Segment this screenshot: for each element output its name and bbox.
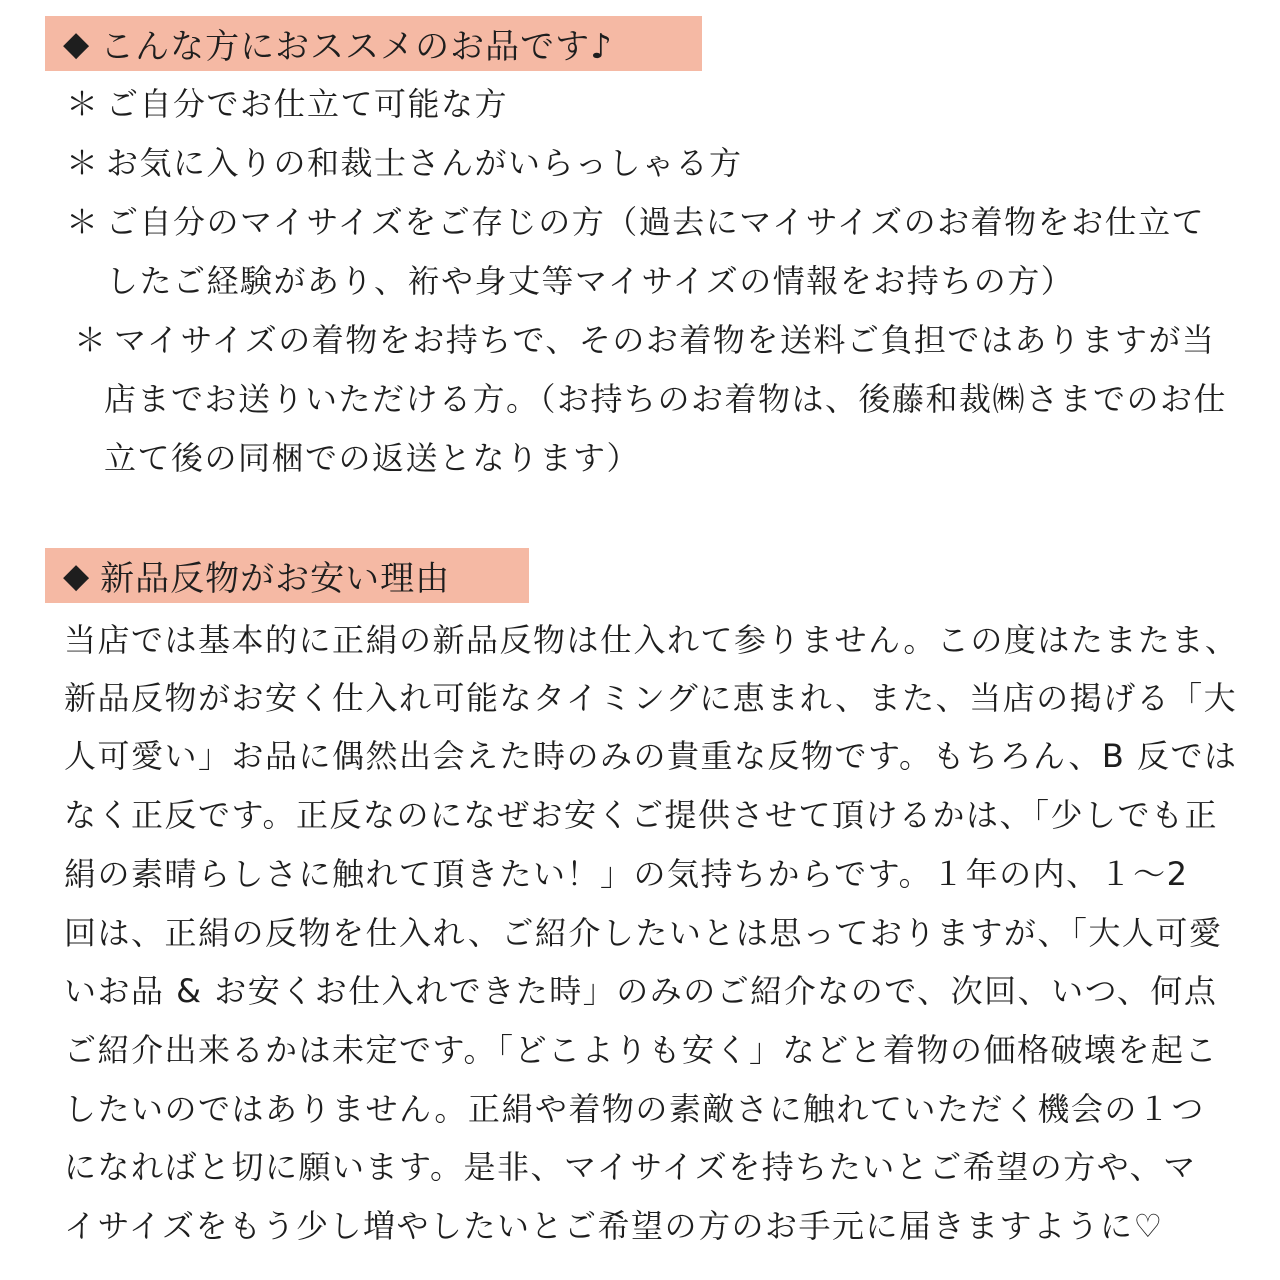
list-item-continuation: したご経験があり、裄や身丈等マイサイズの情報をお持ちの方） [106,262,1075,300]
list-item-continuation: 店までお送りいただける方。（お持ちのお着物は、後藤和裁㈱さまでのお仕 [104,380,1228,418]
asterisk-icon: ＊ [66,144,100,182]
paragraph-line: したいのではありません。正絹や着物の素敵さに触れていただく機会の１つ [64,1090,1205,1128]
list-item [66,84,508,124]
asterisk-icon: ＊ [74,321,108,359]
asterisk-icon: ＊ [66,85,100,123]
paragraph-line: 当店では基本的に正絹の新品反物は仕入れて参りません。この度はたまたま、 [64,621,1239,659]
diamond-icon: ◆ [63,23,91,64]
paragraph-line: ご紹介出来るかは未定です。「どこよりも安く」などと着物の価格破壊を起こ [64,1031,1218,1069]
list-item-text: ご自分でお仕立て可能な方 [106,85,509,123]
list-item [66,143,743,183]
paragraph-line: 回は、正絹の反物を仕入れ、ご紹介したいとは思っておりますが、「大人可愛 [64,914,1223,952]
section-title-reason: 新品反物がお安い理由 [100,559,451,599]
list-item [74,320,1215,360]
asterisk-icon: ＊ [66,203,100,241]
section-heading-reason [45,548,529,603]
diamond-icon: ◆ [63,555,91,596]
paragraph-line: いお品 & お安くお仕入れできた時」のみのご紹介なので、次回、いつ、何点 [64,972,1218,1010]
list-item-text: マイサイズの着物をお持ちで、そのお着物を送料ご負担ではありますが当 [114,321,1216,359]
paragraph-line: 新品反物がお安く仕入れ可能なタイミングに恵まれ、また、当店の掲げる「大 [64,679,1238,717]
paragraph-line: 人可愛い」お品に偶然出会えた時のみの貴重な反物です。もちろん、B 反では [64,737,1238,775]
list-item-text: ご自分のマイサイズをご存じの方（過去にマイサイズのお着物をお仕立て [106,203,1206,241]
section-title-recommended: こんな方におススメのお品です♪ [100,27,613,67]
list-item-continuation: 立て後の同梱での返送となります） [104,439,641,477]
paragraph-line: 絹の素晴らしさに触れて頂きたい！」の気持ちからです。１年の内、１～2 [64,855,1189,893]
paragraph-line: になればと切に願います。是非、マイサイズを持ちたいとご希望の方や、マ [64,1148,1197,1186]
paragraph-line: イサイズをもう少し増やしたいとご希望の方のお手元に届きますように♡ [64,1207,1164,1245]
list-item [66,202,1205,242]
section-heading-recommended [45,16,702,71]
list-item-text: お気に入りの和裁士さんがいらっしゃる方 [106,144,743,182]
paragraph-line: なく正反です。正反なのになぜお安くご提供させて頂けるかは、「少しでも正 [64,796,1218,834]
